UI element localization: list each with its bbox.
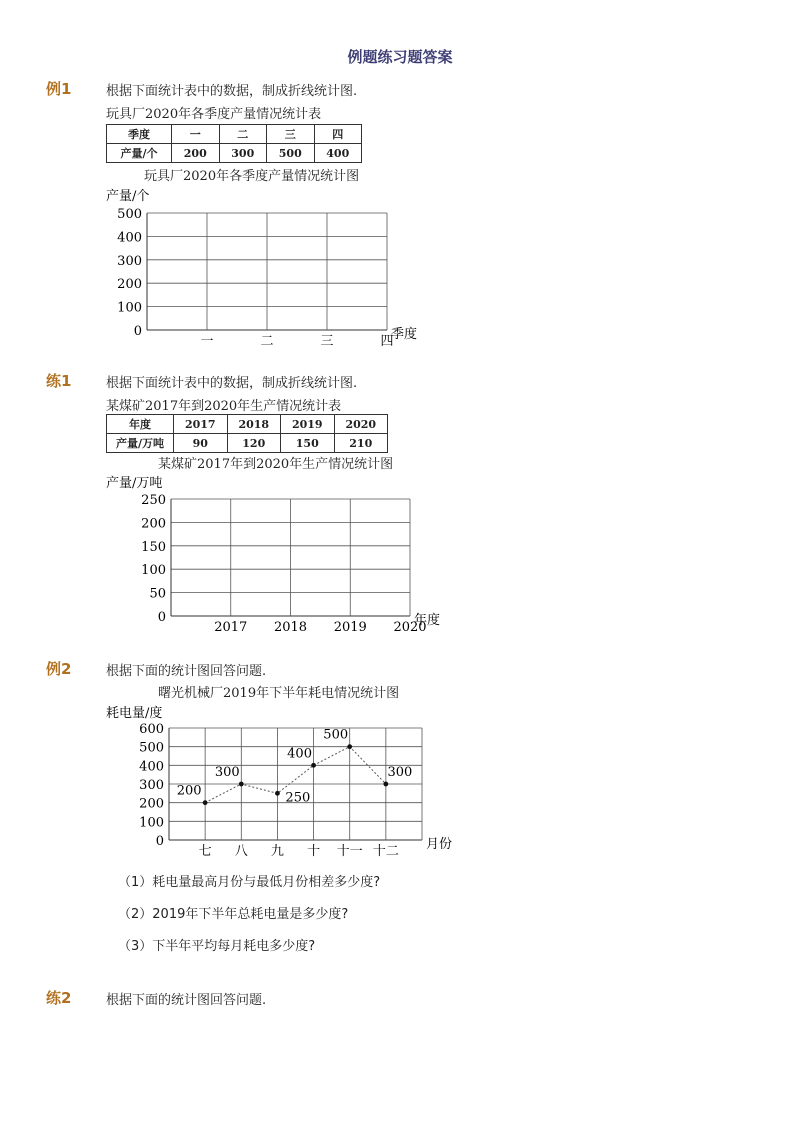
x-axis-label: 月份 bbox=[426, 837, 453, 852]
table-cell: 2019 bbox=[281, 415, 335, 434]
x-tick-label: 三 bbox=[320, 334, 334, 348]
data-label: 300 bbox=[214, 765, 240, 780]
question-2: （2）2019年下半年总耗电量是多少度? bbox=[118, 907, 349, 922]
example-2-instruction: 根据下面的统计图回答问题. bbox=[106, 664, 267, 679]
example-2-chart bbox=[100, 700, 470, 865]
table-cell: 300 bbox=[219, 144, 267, 163]
x-tick-label: 七 bbox=[198, 844, 212, 859]
data-label: 200 bbox=[176, 783, 202, 799]
y-tick-label: 0 bbox=[157, 610, 166, 625]
y-tick-label: 300 bbox=[117, 253, 142, 269]
practice-2-instruction: 根据下面的统计图回答问题. bbox=[106, 993, 267, 1008]
x-tick-label: 2017 bbox=[214, 620, 248, 635]
table-header-row bbox=[107, 125, 362, 144]
data-label: 250 bbox=[285, 790, 311, 806]
data-point bbox=[203, 800, 208, 805]
y-axis-label: 耗电量/度 bbox=[106, 706, 163, 721]
y-tick-label: 200 bbox=[141, 516, 166, 532]
y-tick-label: 600 bbox=[139, 722, 164, 737]
data-point bbox=[275, 791, 280, 796]
x-tick-label: 二 bbox=[260, 334, 274, 348]
table-row bbox=[107, 144, 362, 163]
x-tick-label: 八 bbox=[234, 844, 248, 859]
y-tick-label: 50 bbox=[149, 586, 166, 602]
practice-1-chart-caption: 某煤矿2017年到2020年生产情况统计图 bbox=[158, 457, 394, 472]
data-point bbox=[383, 782, 388, 787]
table-row bbox=[107, 434, 388, 453]
example-1-chart bbox=[100, 183, 440, 348]
example-1-chart-caption: 玩具厂2020年各季度产量情况统计图 bbox=[144, 169, 360, 184]
table-cell: 二 bbox=[219, 125, 267, 144]
data-label: 400 bbox=[287, 746, 312, 762]
practice-1-chart bbox=[100, 470, 450, 635]
table-cell: 400 bbox=[314, 144, 362, 163]
data-label: 500 bbox=[323, 727, 349, 743]
y-tick-label: 400 bbox=[117, 230, 142, 246]
table-cell: 2018 bbox=[227, 415, 281, 434]
x-tick-label: 十二 bbox=[372, 844, 399, 859]
y-tick-label: 100 bbox=[117, 300, 142, 316]
data-label: 300 bbox=[387, 765, 413, 780]
table-cell: 一 bbox=[172, 125, 220, 144]
table-cell: 产量/万吨 bbox=[107, 434, 174, 453]
x-tick-label: 2019 bbox=[333, 620, 367, 635]
table-cell: 年度 bbox=[107, 415, 174, 434]
table-cell: 三 bbox=[267, 125, 315, 144]
table-cell: 2017 bbox=[174, 415, 228, 434]
y-tick-label: 0 bbox=[155, 834, 164, 849]
x-tick-label: 2020 bbox=[393, 620, 427, 635]
y-tick-label: 500 bbox=[117, 207, 142, 222]
y-tick-label: 200 bbox=[117, 277, 142, 293]
y-tick-label: 0 bbox=[133, 324, 142, 339]
example-2-chart-caption: 曙光机械厂2019年下半年耗电情况统计图 bbox=[158, 686, 400, 701]
table-cell: 产量/个 bbox=[107, 144, 172, 163]
practice-1-tag: 练1 bbox=[46, 372, 72, 390]
example-2-tag: 例2 bbox=[46, 660, 72, 678]
y-tick-label: 100 bbox=[141, 563, 166, 579]
table-cell: 120 bbox=[227, 434, 281, 453]
table-cell: 90 bbox=[174, 434, 228, 453]
y-tick-label: 100 bbox=[139, 815, 164, 831]
practice-1-instruction: 根据下面统计表中的数据，制成折线统计图. bbox=[106, 376, 358, 391]
y-tick-label: 500 bbox=[139, 740, 164, 756]
practice-2-tag: 练2 bbox=[46, 989, 72, 1007]
y-axis-label: 产量/个 bbox=[106, 189, 150, 204]
y-tick-label: 200 bbox=[139, 796, 164, 812]
data-point bbox=[239, 782, 244, 787]
x-tick-label: 十 bbox=[307, 844, 321, 859]
x-tick-label: 一 bbox=[200, 334, 214, 348]
practice-1-table bbox=[106, 414, 388, 453]
table-cell: 210 bbox=[334, 434, 388, 453]
x-tick-label: 2018 bbox=[273, 620, 308, 635]
y-tick-label: 400 bbox=[139, 759, 164, 775]
table-cell: 150 bbox=[281, 434, 335, 453]
table-cell: 200 bbox=[172, 144, 220, 163]
y-axis-label: 产量/万吨 bbox=[106, 476, 163, 491]
table-cell: 四 bbox=[314, 125, 362, 144]
data-point bbox=[347, 744, 352, 749]
y-tick-label: 250 bbox=[141, 493, 166, 508]
x-axis-label: 季度 bbox=[391, 327, 418, 342]
x-tick-label: 十一 bbox=[336, 844, 363, 859]
table-cell: 500 bbox=[267, 144, 315, 163]
example-1-instruction: 根据下面统计表中的数据，制成折线统计图. bbox=[106, 84, 358, 99]
table-cell: 2020 bbox=[334, 415, 388, 434]
x-tick-label: 四 bbox=[380, 334, 394, 348]
x-tick-label: 九 bbox=[270, 844, 284, 859]
practice-1-table-caption: 某煤矿2017年到2020年生产情况统计表 bbox=[106, 399, 342, 414]
page-title: 例题练习题答案 bbox=[347, 48, 453, 66]
data-point bbox=[311, 763, 316, 768]
example-1-table-caption: 玩具厂2020年各季度产量情况统计表 bbox=[106, 107, 322, 122]
question-1: （1）耗电量最高月份与最低月份相差多少度? bbox=[118, 875, 381, 890]
x-axis-label: 年度 bbox=[414, 613, 441, 628]
table-cell: 季度 bbox=[107, 125, 172, 144]
y-tick-label: 300 bbox=[139, 778, 164, 793]
example-1-tag: 例1 bbox=[46, 80, 72, 98]
example-1-table bbox=[106, 124, 362, 163]
table-header-row bbox=[107, 415, 388, 434]
question-3: （3）下半年平均每月耗电多少度? bbox=[118, 939, 316, 954]
y-tick-label: 150 bbox=[141, 539, 166, 555]
